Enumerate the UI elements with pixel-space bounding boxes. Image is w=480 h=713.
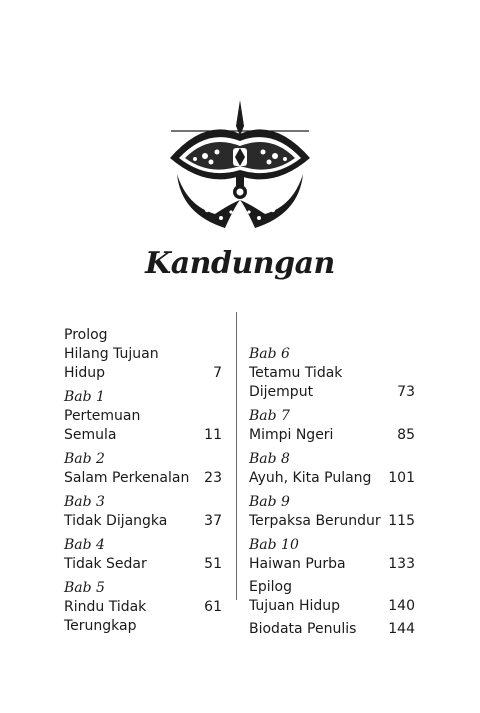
toc-entry-label: Bab 8 [249,451,290,467]
ornament-wau-icon [165,96,315,241]
toc-entry-label: Bab 3 [64,494,105,510]
toc-entry-page: 73 [397,384,415,400]
toc-entry[interactable] [64,387,222,445]
toc-entry-label: Bab 7 [249,408,290,424]
toc-entry-label: Bab 10 [249,537,299,553]
toc-entry-page: 37 [204,513,222,529]
toc-entry-page: 115 [388,513,415,529]
toc-entry-page: 133 [388,556,415,572]
toc-entry-page: 144 [388,621,415,637]
toc-entry-page: 140 [388,598,415,614]
toc-entry-label: Epilog [249,579,292,595]
toc-entry[interactable] [64,578,222,636]
toc-entry-label: Bab 9 [249,494,290,510]
toc-right-column [249,344,415,643]
toc-entry-title: Tetamu Tidak [249,365,343,381]
toc-entry-title-cont: Dijemput [249,384,314,400]
toc-entry-title: Tujuan Hidup [249,598,341,614]
toc-entry-title: Hilang Tujuan Hidup [64,346,159,381]
toc-entry-page: 51 [204,556,222,572]
toc-entry-title: Haiwan Purba [249,556,346,572]
toc-entry-title: Salam Perkenalan [64,470,190,486]
toc-entry-title: Pertemuan Semula [64,408,141,443]
toc-entry[interactable] [64,535,222,574]
toc-entry-page: 7 [213,365,222,381]
toc-entry[interactable] [249,449,415,488]
toc-entry-label: Bab 6 [249,346,290,362]
toc-entry-page: 61 [204,599,222,615]
toc-entry-page: 101 [388,470,415,486]
toc-entry[interactable] [249,406,415,445]
page-title: Kandungan [145,246,335,281]
toc-entry-title: Rindu Tidak [64,599,147,615]
toc-entry-title: Tidak Dijangka [64,513,168,529]
toc-entry-label: Bab 2 [64,451,105,467]
toc-left-column [64,326,222,640]
column-divider [236,312,237,600]
toc-entry-label: Bab 4 [64,537,105,553]
toc-entry-title: Ayuh, Kita Pulang [249,470,372,486]
toc-entry[interactable] [64,326,222,383]
toc-entry[interactable] [249,578,415,616]
toc-entry-page: 11 [204,427,222,443]
toc-entry-title-cont: Terungkap [64,618,137,634]
toc-entry[interactable] [249,492,415,531]
toc-entry[interactable] [249,535,415,574]
toc-entry[interactable] [64,492,222,531]
toc-entry-page: 85 [397,427,415,443]
toc-entry-title: Mimpi Ngeri [249,427,334,443]
toc-entry-label: Bab 5 [64,580,105,596]
toc-entry-label: Prolog [64,327,108,343]
toc-entry-title: Biodata Penulis [249,621,357,637]
toc-entry[interactable] [249,620,415,639]
toc-entry-title: Terpaksa Berundur [249,513,381,529]
toc-entry[interactable] [64,449,222,488]
toc-entry-page: 23 [204,470,222,486]
toc-entry-label: Bab 1 [64,389,105,405]
toc-entry[interactable] [249,344,415,402]
toc-entry-title: Tidak Sedar [64,556,147,572]
